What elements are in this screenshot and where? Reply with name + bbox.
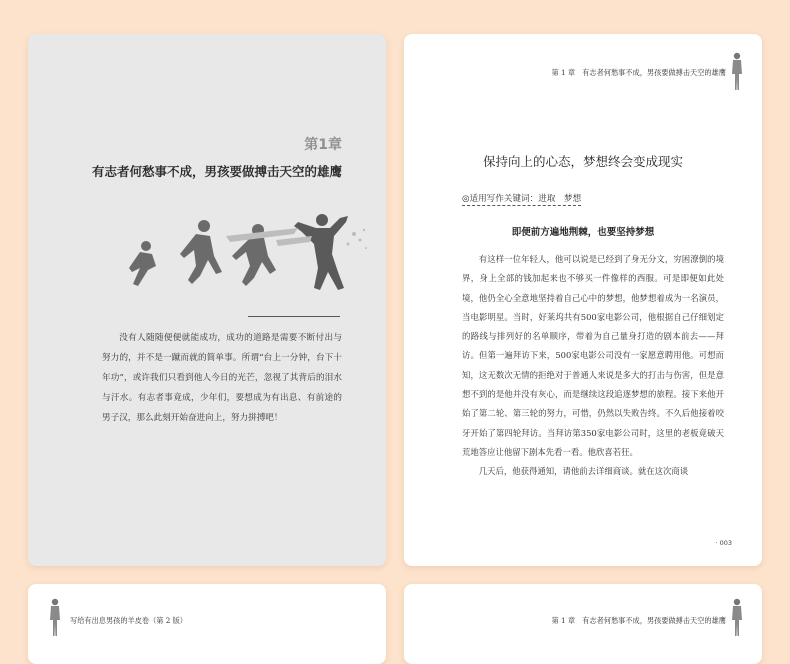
page-number: · 003 bbox=[715, 539, 732, 547]
chapter-title: 有志者何愁事不成，男孩要做搏击天空的雄鹰 bbox=[91, 164, 342, 179]
divider-rule bbox=[248, 316, 340, 317]
keywords-label: ◎适用写作关键词：进取 梦想 bbox=[462, 194, 582, 204]
jumping-figure-4 bbox=[294, 214, 348, 290]
running-head: 第 1 章 有志者何愁事不成，男孩要做搏击天空的雄鹰 bbox=[551, 68, 726, 77]
paragraph: 有这样一位年轻人，他可以说是已经到了身无分文，穷困潦倒的境界，身上全部的钱加起来也不够买一件像样的西服。可是即便如此处境，他仍全心全意地坚持着自己心中的梦想，他梦想着成为一名演员，当电影明星。当时，好莱坞共有500家电影公司，他根据自己仔细划定的路线与排列好的名单顺序，带着为自己量身打造的剧本前去——拜访。但第一遍拜访下来，500家电影公司没有一家愿意聘用他。可想而知，这无数次无情的拒绝对于普通人来说是多大的打击与伤害，但是意想不到的是他并没有灰心，而是继续这段追逐梦想的旅程。接下来他开始了第二轮、第三轮的努力，可惜，仍然以失败告终。不久后他接着咬牙开始了第四轮拜访。当拜访第350家电影公司时，这里的老板竟破天荒地答应让他留下剧本先看一看。他欣喜若狂。 bbox=[462, 254, 724, 457]
chapter-intro-text: 没有人随随便便就能成功，成功的道路是需要不断付出与努力的，并不是一蹴而就的简单事。所谓“台上一分钟，台下十年功”，或许我们只看到他人今日的光芒，忽视了其背后的泪水与汗水。有志者事竟成，少年们，要想成为有出息、有前途的男子汉，那么此刻开始奋进向上，努力拼搏吧！ bbox=[102, 333, 342, 423]
body-text bbox=[462, 250, 724, 482]
chapter-opening-page bbox=[28, 34, 386, 566]
running-head: 第 1 章 有志者何愁事不成，男孩要做搏击天空的雄鹰 bbox=[551, 616, 726, 625]
standing-boy-figure-icon bbox=[48, 598, 62, 638]
running-figures-illustration bbox=[126, 214, 372, 290]
paragraph: 几天后，他获得通知，请他前去详细商谈。就在这次商谈 bbox=[478, 466, 689, 477]
standing-boy-figure-icon bbox=[730, 598, 744, 638]
next-left-page bbox=[28, 584, 386, 664]
subheading: 即便前方遍地荆棘，也要坚持梦想 bbox=[511, 227, 655, 238]
runner-figure-2 bbox=[180, 220, 222, 284]
content-page bbox=[404, 34, 762, 566]
next-right-page bbox=[404, 584, 762, 664]
sprinter-figure-1 bbox=[129, 241, 156, 286]
running-head: 写给有出息男孩的羊皮卷（第 2 版） bbox=[70, 616, 187, 625]
section-title: 保持向上的心态，梦想终会变成现实 bbox=[482, 154, 683, 169]
chapter-number: 第1章 bbox=[304, 137, 342, 153]
standing-boy-figure-icon bbox=[730, 52, 744, 92]
